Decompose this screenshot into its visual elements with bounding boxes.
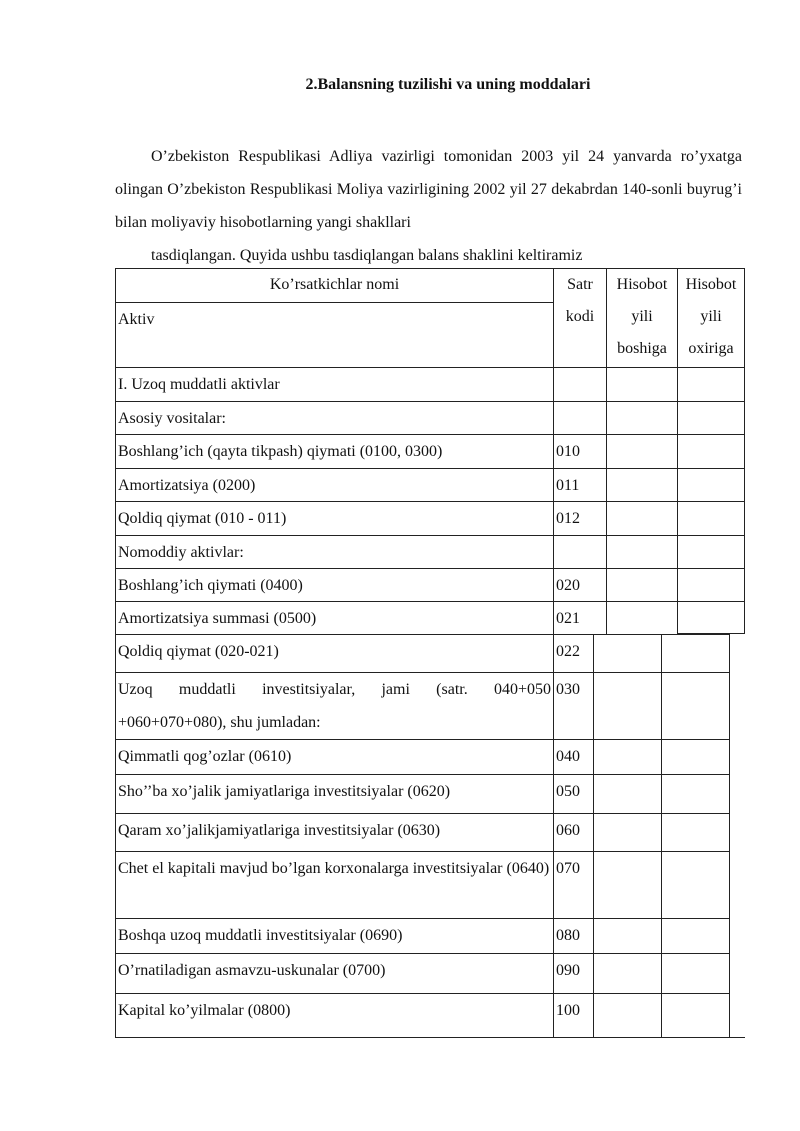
intro-text: O’zbekiston Respublikasi Adliya vazirligi tomonidan 2003 yil 24 yanvarda ro’yxatga olingan O’zbekiston Respublikasi Moliya vazirligining 2002 yil 27 dekabrdan 140-sonli buyrug’i bilan moliyaviy hisobotlarning yangi shakllari — [115, 148, 742, 231]
table-row-start-value — [593, 918, 661, 953]
table-row-name: Nomoddiy aktivlar: — [115, 535, 553, 568]
table-row-end-value — [677, 468, 745, 501]
table-row-code: 040 — [553, 739, 593, 774]
table-row-code: 011 — [553, 468, 606, 501]
table-row-end-value — [677, 434, 745, 468]
page-title: 2.Balansning tuzilishi va uning moddalari — [305, 76, 591, 93]
table-row-code — [553, 535, 606, 568]
table-row-start-value — [606, 501, 677, 535]
table-row-start-value — [593, 739, 661, 774]
table-row-start-value — [593, 634, 661, 672]
table-row-name: O’rnatiladigan asmavzu-uskunalar (0700) — [115, 953, 553, 993]
table-row-name: Uzoq muddatli investitsiyalar, jami (satr. 040+050 +060+070+080), shu jumladan: — [115, 672, 553, 739]
table-row-name: Boshqa uzoq muddatli investitsiyalar (0690) — [115, 918, 553, 953]
table-row-name: Chet el kapitali mavjud bo’lgan korxonalarga investitsiyalar (0640) — [115, 851, 553, 918]
header-line-code: Satr kodi — [553, 268, 606, 367]
table-row-code — [553, 367, 606, 401]
table-row-end-value — [661, 851, 730, 918]
table-row-start-value — [606, 535, 677, 568]
table-row-code: 022 — [553, 634, 593, 672]
table-row-end-value — [661, 672, 730, 739]
table-row-end-value — [677, 601, 745, 634]
table-row-code: 070 — [553, 851, 593, 918]
table-row-name: Boshlang’ich qiymati (0400) — [115, 568, 553, 601]
table-row-end-value — [677, 501, 745, 535]
table-row-name: Sho’’ba xo’jalik jamiyatlariga investitsiyalar (0620) — [115, 774, 553, 813]
table-row-start-value — [606, 434, 677, 468]
table-row-end-value — [677, 535, 745, 568]
table-row-start-value — [593, 851, 661, 918]
table-row-name: Asosiy vositalar: — [115, 401, 553, 434]
table-row-code: 030 — [553, 672, 593, 739]
table-row-start-value — [606, 367, 677, 401]
table-row-name: Amortizatsiya (0200) — [115, 468, 553, 501]
table-row-code: 010 — [553, 434, 606, 468]
table-row-end-value — [661, 739, 730, 774]
table-row-end-value — [677, 568, 745, 601]
table-row-code: 012 — [553, 501, 606, 535]
table-row-end-value — [661, 953, 730, 993]
table-row-start-value — [606, 601, 677, 634]
table-row-code: 021 — [553, 601, 606, 634]
table-row-start-value — [593, 774, 661, 813]
table-row-code: 100 — [553, 993, 593, 1038]
header-year-start: Hisobot yili boshiga — [606, 268, 677, 367]
table-row-start-value — [606, 568, 677, 601]
table-row-start-value — [593, 953, 661, 993]
table-row-start-value — [606, 401, 677, 434]
table-row-end-value — [661, 993, 730, 1038]
table-row-end-value — [661, 634, 730, 672]
table-row-code: 080 — [553, 918, 593, 953]
table-row-name: Qoldiq qiymat (010 - 011) — [115, 501, 553, 535]
table-row-name: Qaram xo’jalikjamiyatlariga investitsiyalar (0630) — [115, 813, 553, 851]
table-row-code: 020 — [553, 568, 606, 601]
table-row-end-value — [677, 401, 745, 434]
header-year-end: Hisobot yili oxiriga — [677, 268, 745, 367]
table-row-end-value — [661, 774, 730, 813]
table-row-code: 090 — [553, 953, 593, 993]
table-row-start-value — [593, 672, 661, 739]
table-row-name: Boshlang’ich (qayta tikpash) qiymati (0100, 0300) — [115, 434, 553, 468]
table-row-end-value — [661, 813, 730, 851]
table-row-name: Kapital ko’yilmalar (0800) — [115, 993, 553, 1038]
table-row-name: I. Uzoq muddatli aktivlar — [115, 367, 553, 401]
table-row-code — [553, 401, 606, 434]
table-row-start-value — [606, 468, 677, 501]
table-row-code: 060 — [553, 813, 593, 851]
table-row-name: Qimmatli qog’ozlar (0610) — [115, 739, 553, 774]
header-section-aktiv: Aktiv — [115, 302, 553, 367]
header-indicator-name: Ko’rsatkichlar nomi — [115, 268, 553, 302]
table-row-end-value — [661, 918, 730, 953]
table-row-start-value — [593, 993, 661, 1038]
intro-last-line: tasdiqlangan. Quyida ushbu tasdiqlangan balans shaklini keltiramiz — [151, 247, 583, 264]
table-row-name: Amortizatsiya summasi (0500) — [115, 601, 553, 634]
table-bottom-rule-tail — [730, 1037, 745, 1038]
table-row-end-value — [677, 367, 745, 401]
intro-paragraph — [115, 140, 742, 272]
table-row-name: Qoldiq qiymat (020-021) — [115, 634, 553, 672]
table-row-start-value — [593, 813, 661, 851]
table-row-code: 050 — [553, 774, 593, 813]
